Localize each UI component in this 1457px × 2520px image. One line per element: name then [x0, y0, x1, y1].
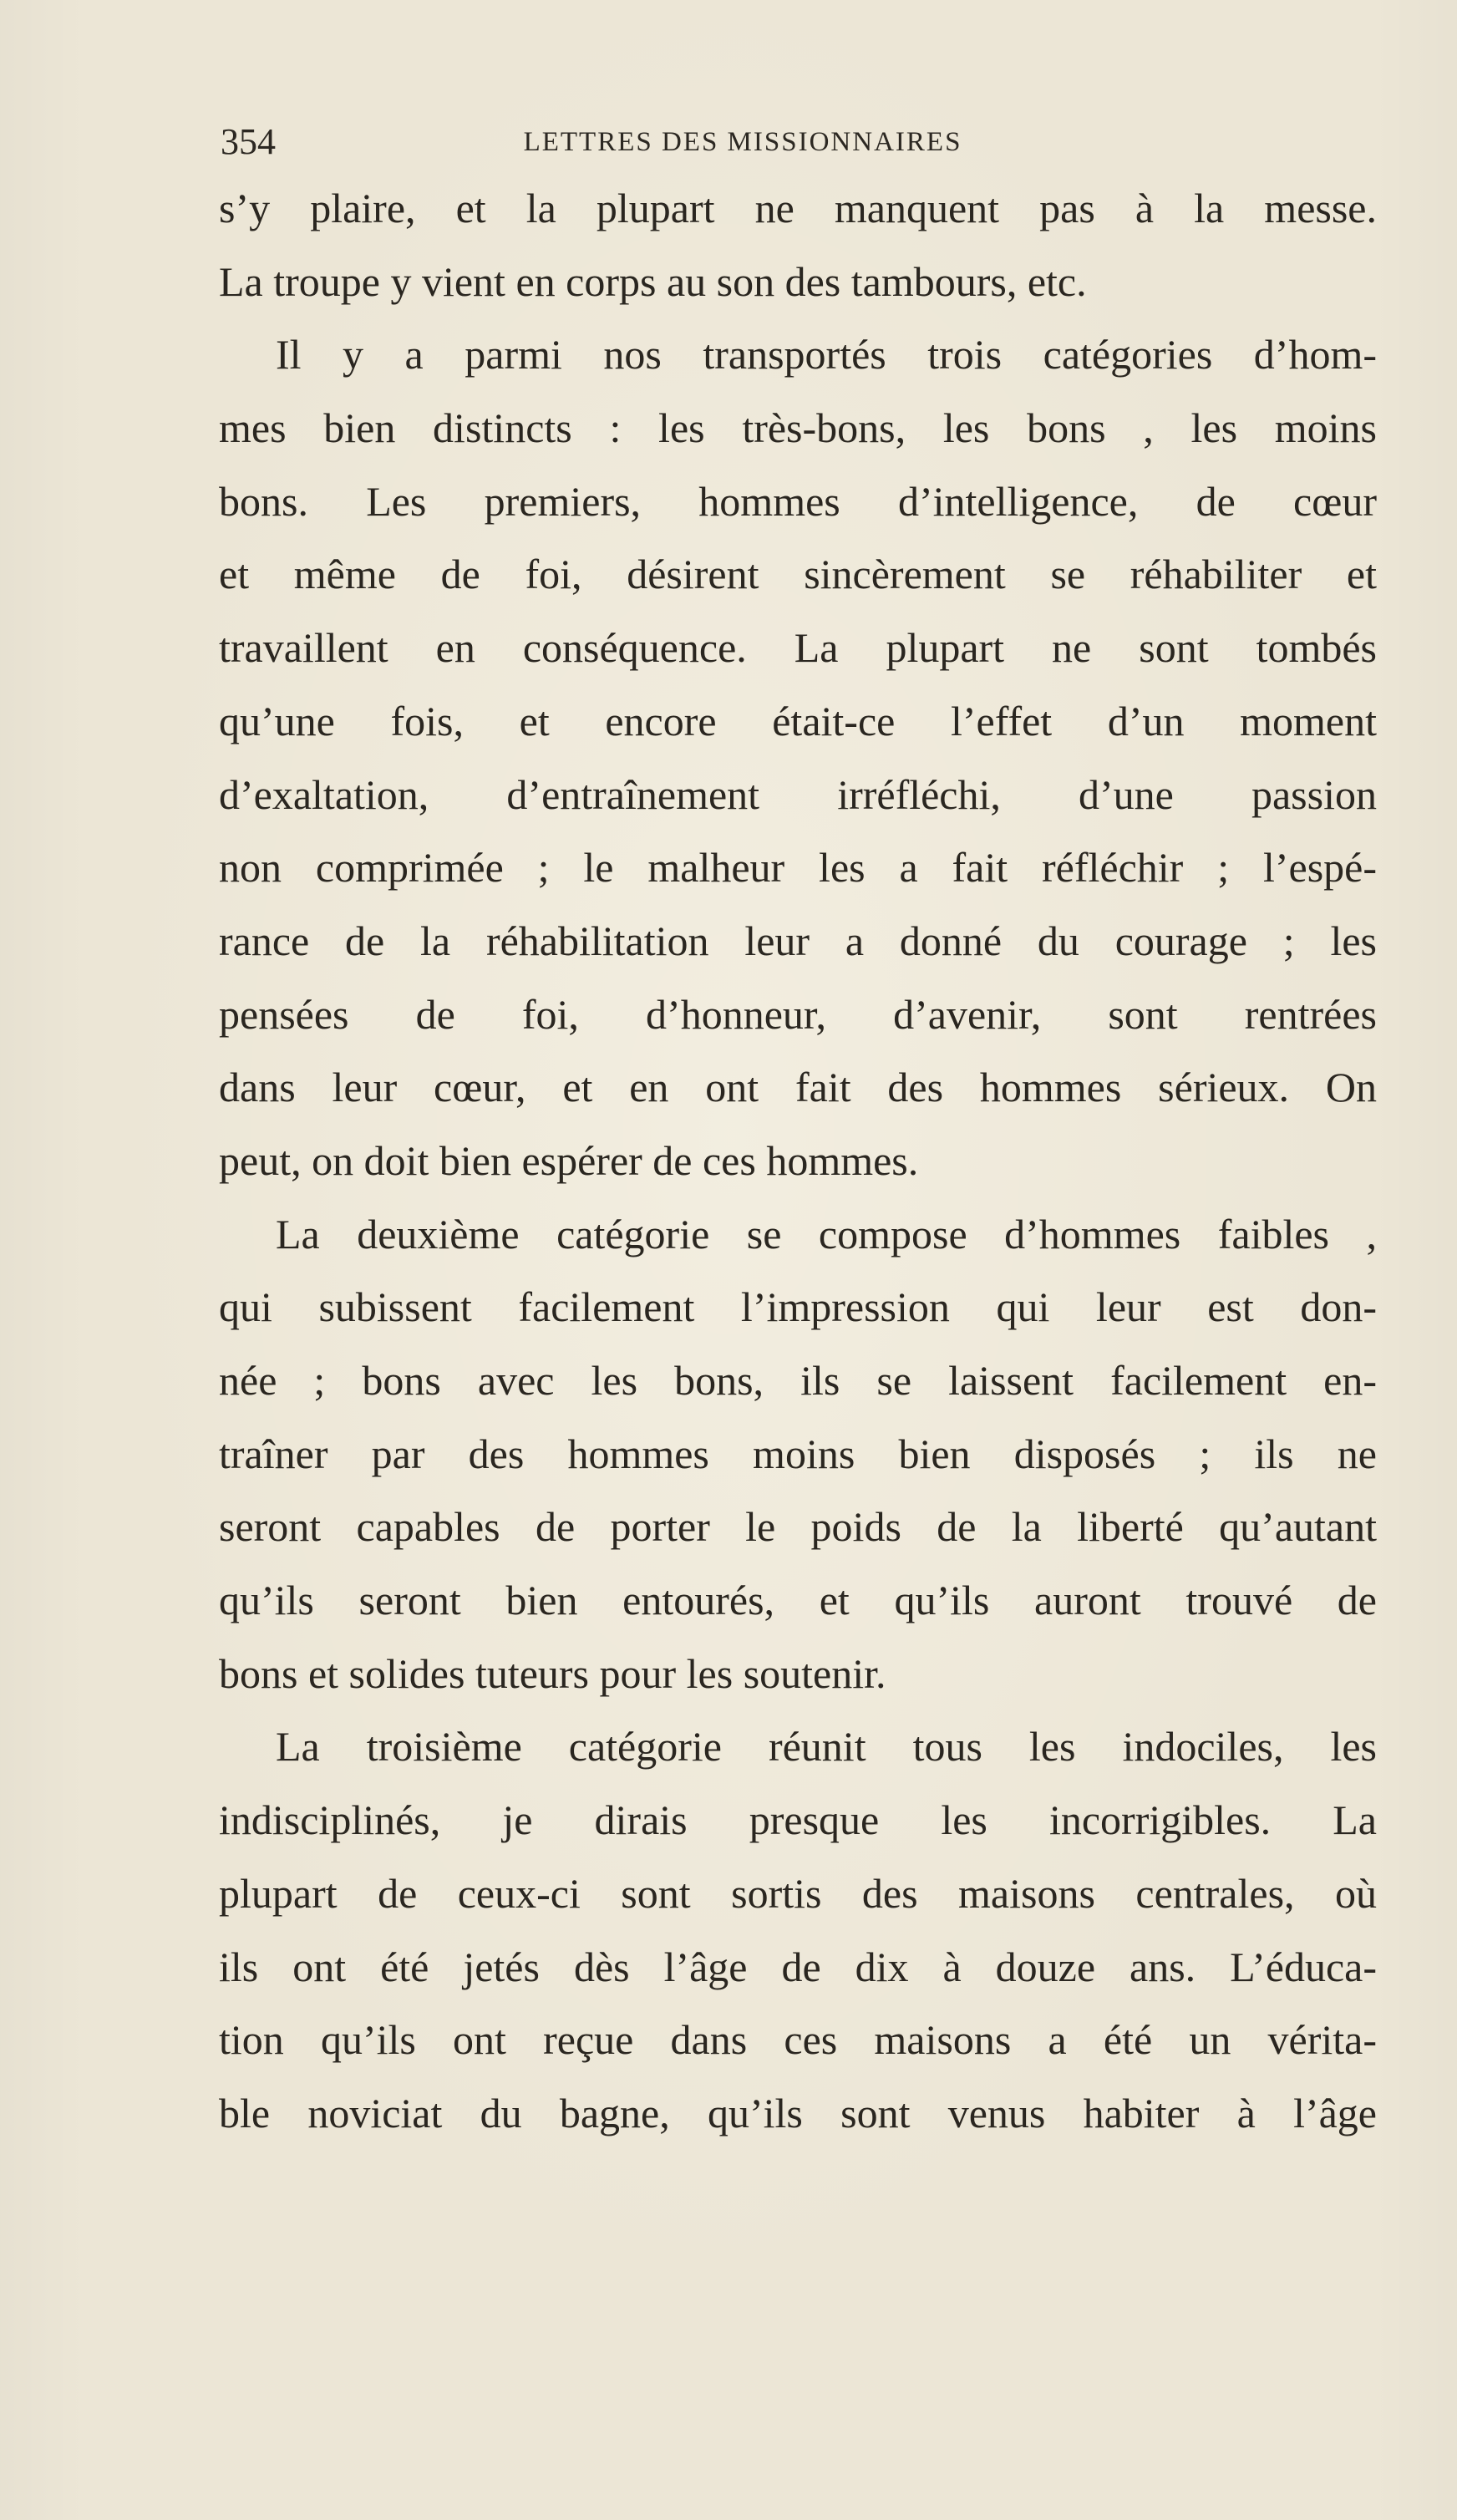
text-line: bons et solides tuteurs pour les soutenir.: [219, 1649, 886, 1697]
text-line: qu’une fois, et encore était-ce l’effet d’un moment: [219, 697, 1377, 744]
body-text: [219, 172, 1377, 2151]
text-line: qu’ils seront bien entourés, et qu’ils auront trouvé de: [219, 1577, 1377, 1624]
text-line: ble noviciat du bagne, qu’ils sont venus habiter à l’âge: [219, 2089, 1377, 2136]
text-line: née ; bons avec les bons, ils se laissent facilement en-: [219, 1357, 1377, 1404]
paragraph: [219, 318, 1377, 1197]
text-line: La troisième catégorie réunit tous les indociles, les: [276, 1723, 1377, 1771]
text-line: peut, on doit bien espérer de ces hommes.: [219, 1136, 919, 1184]
paragraph: [219, 1710, 1377, 2150]
text-line: rance de la réhabilitation leur a donné du courage ; les: [219, 917, 1377, 964]
text-line: Il y a parmi nos transportés trois catégories d’hom-: [276, 331, 1377, 379]
text-line: qui subissent facilement l’impression qui leur est don-: [219, 1283, 1377, 1331]
text-line: s’y plaire, et la plupart ne manquent pas à la messe.: [219, 185, 1377, 231]
text-line: La troupe y vient en corps au son des tambours, etc.: [219, 257, 1087, 305]
text-line: indisciplinés, je dirais presque les incorrigibles. La: [219, 1796, 1377, 1844]
paragraph: [219, 1198, 1377, 1711]
paragraph: [219, 172, 1377, 318]
text-line: dans leur cœur, et en ont fait des hommes sérieux. On: [219, 1064, 1377, 1111]
text-line: seront capables de porter le poids de la liberté qu’autant: [219, 1503, 1377, 1551]
text-line: pensées de foi, d’honneur, d’avenir, sont rentrées: [219, 990, 1377, 1038]
text-line: mes bien distincts : les très-bons, les bons , les moins: [219, 404, 1377, 452]
text-line: traîner par des hommes moins bien disposés ; ils ne: [219, 1430, 1377, 1477]
text-line: plupart de ceux-ci sont sortis des maisons centrales, où: [219, 1869, 1377, 1917]
text-line: et même de foi, désirent sincèrement se réhabiliter et: [219, 551, 1377, 598]
page-header: [221, 117, 1373, 167]
text-line: ils ont été jetés dès l’âge de dix à douze ans. L’éduca-: [219, 1943, 1377, 1990]
text-line: travaillent en conséquence. La plupart ne sont tombés: [219, 624, 1377, 672]
running-title: LETTRES DES MISSIONNAIRES: [523, 127, 962, 157]
text-line: bons. Les premiers, hommes d’intelligence, de cœur: [219, 477, 1377, 525]
text-line: tion qu’ils ont reçue dans ces maisons a été un vérita-: [219, 2016, 1377, 2064]
page-number: 354: [221, 121, 276, 162]
text-line: d’exaltation, d’entraînement irréfléchi, d’une passion: [219, 770, 1377, 818]
text-line: non comprimée ; le malheur les a fait réfléchir ; l’espé-: [219, 844, 1377, 892]
text-line: La deuxième catégorie se compose d’hommes faibles ,: [276, 1210, 1377, 1257]
